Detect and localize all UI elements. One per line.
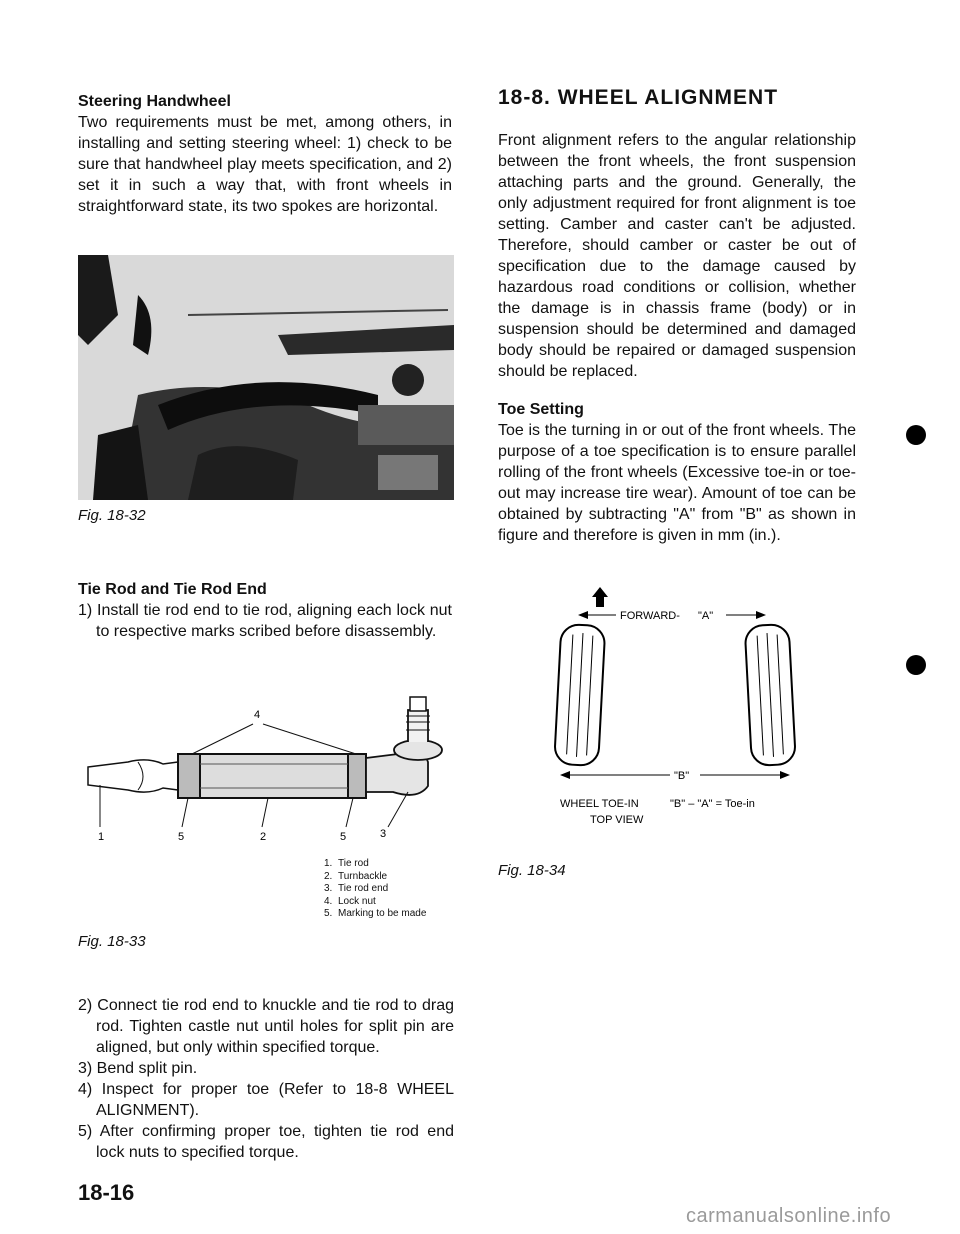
- top-view-label: TOP VIEW: [590, 814, 644, 826]
- toe-setting-heading: Toe Setting: [498, 401, 584, 418]
- legend-item: 4. Lock nut: [324, 895, 376, 907]
- toe-in-formula: "B" – "A" = Toe-in: [670, 798, 755, 810]
- tie-rod-step-3: 3) Bend split pin.: [78, 1060, 198, 1077]
- callout-4: 4: [254, 709, 261, 721]
- tie-rod-heading: Tie Rod and Tie Rod End: [78, 581, 267, 598]
- binder-hole-bottom: [906, 655, 926, 675]
- wheel-alignment-title: 18-8. WHEEL ALIGNMENT: [498, 86, 779, 109]
- toe-in-diagram: [520, 585, 840, 830]
- right-wheel: [745, 624, 796, 766]
- tie-rod-step-4: 4) Inspect for proper toe (Refer to 18-8 WHEEL ALIGNMENT).: [78, 1081, 454, 1119]
- steering-wheel-photo: [78, 255, 454, 500]
- left-wheel: [554, 624, 605, 766]
- tie-rod-diagram: [78, 692, 454, 852]
- callout-2: 2: [260, 831, 267, 843]
- figure-18-33-caption: Fig. 18-33: [78, 933, 146, 950]
- tie-rod-step-2: 2) Connect tie rod end to knuckle and tie rod to drag rod. Tighten castle nut until holes for split pin are aligned, but only within specified torque.: [78, 997, 454, 1056]
- steering-handwheel-paragraph: Two requirements must be met, among others, in installing and setting steering wheel: 1) check to be sure that handwheel play meets specification, and 2) set it in such a way that, with front wheels in straightforward state, its two spokes are horizontal.: [78, 114, 452, 215]
- legend-item: 3. Tie rod end: [324, 883, 389, 894]
- legend-item: 2. Turnbackle: [324, 870, 388, 882]
- legend-item: 1. Tie rod: [324, 858, 369, 869]
- wheel-toe-in-label: WHEEL TOE-IN: [560, 798, 639, 810]
- callout-5-right: 5: [340, 831, 347, 843]
- watermark-text: carmanualsonline.info: [686, 1205, 892, 1227]
- steering-wheel-photo-art: [78, 255, 454, 500]
- tie-rod-steps: [78, 995, 454, 1163]
- callout-3: 3: [380, 828, 387, 840]
- steering-handwheel-heading: Steering Handwheel: [78, 93, 231, 110]
- tie-rod-step-5: 5) After confirming proper toe, tighten tie rod end lock nuts to specified torque.: [78, 1123, 454, 1161]
- b-dimension-label: "B": [674, 770, 690, 782]
- figure-18-32-caption: Fig. 18-32: [78, 507, 146, 524]
- forward-arrow-icon: [592, 587, 608, 607]
- callout-1: 1: [98, 831, 105, 843]
- wheel-alignment-intro: Front alignment refers to the angular relationship between the front wheels, the front suspension attaching parts and the ground. Generally, the only adjustment required for front alignment is toe setting. Camber and caster can't be adjusted. Therefore, should camber or caster be out of specification due to the damage caused by hazardous road conditions or collision, whether the damage is in chassis frame (body) or in suspension should be determined and damaged body should be repaired or damaged suspension should be replaced.: [498, 132, 856, 380]
- toe-setting-paragraph: Toe is the turning in or out of the front wheels. The purpose of a toe specification is to ensure parallel rolling of the front wheels (Excessive toe-in or toe-out may increase tire wear). Amount of toe can be obtained by subtracting "A" from "B" as shown in figure and therefore is given in mm (in.).: [498, 422, 856, 544]
- tie-rod-legend: [324, 858, 464, 921]
- tie-rod-step-1: 1) Install tie rod end to tie rod, aligning each lock nut to respective marks scribed before disassembly.: [78, 602, 452, 640]
- callout-5-left: 5: [178, 831, 185, 843]
- page-number: 18-16: [78, 1180, 135, 1205]
- figure-18-34-caption: Fig. 18-34: [498, 862, 566, 879]
- a-dimension-label: "A": [698, 610, 714, 622]
- binder-hole-top: [906, 425, 926, 445]
- legend-item: 5. Marking to be made: [324, 908, 427, 919]
- forward-label: FORWARD-: [620, 610, 680, 622]
